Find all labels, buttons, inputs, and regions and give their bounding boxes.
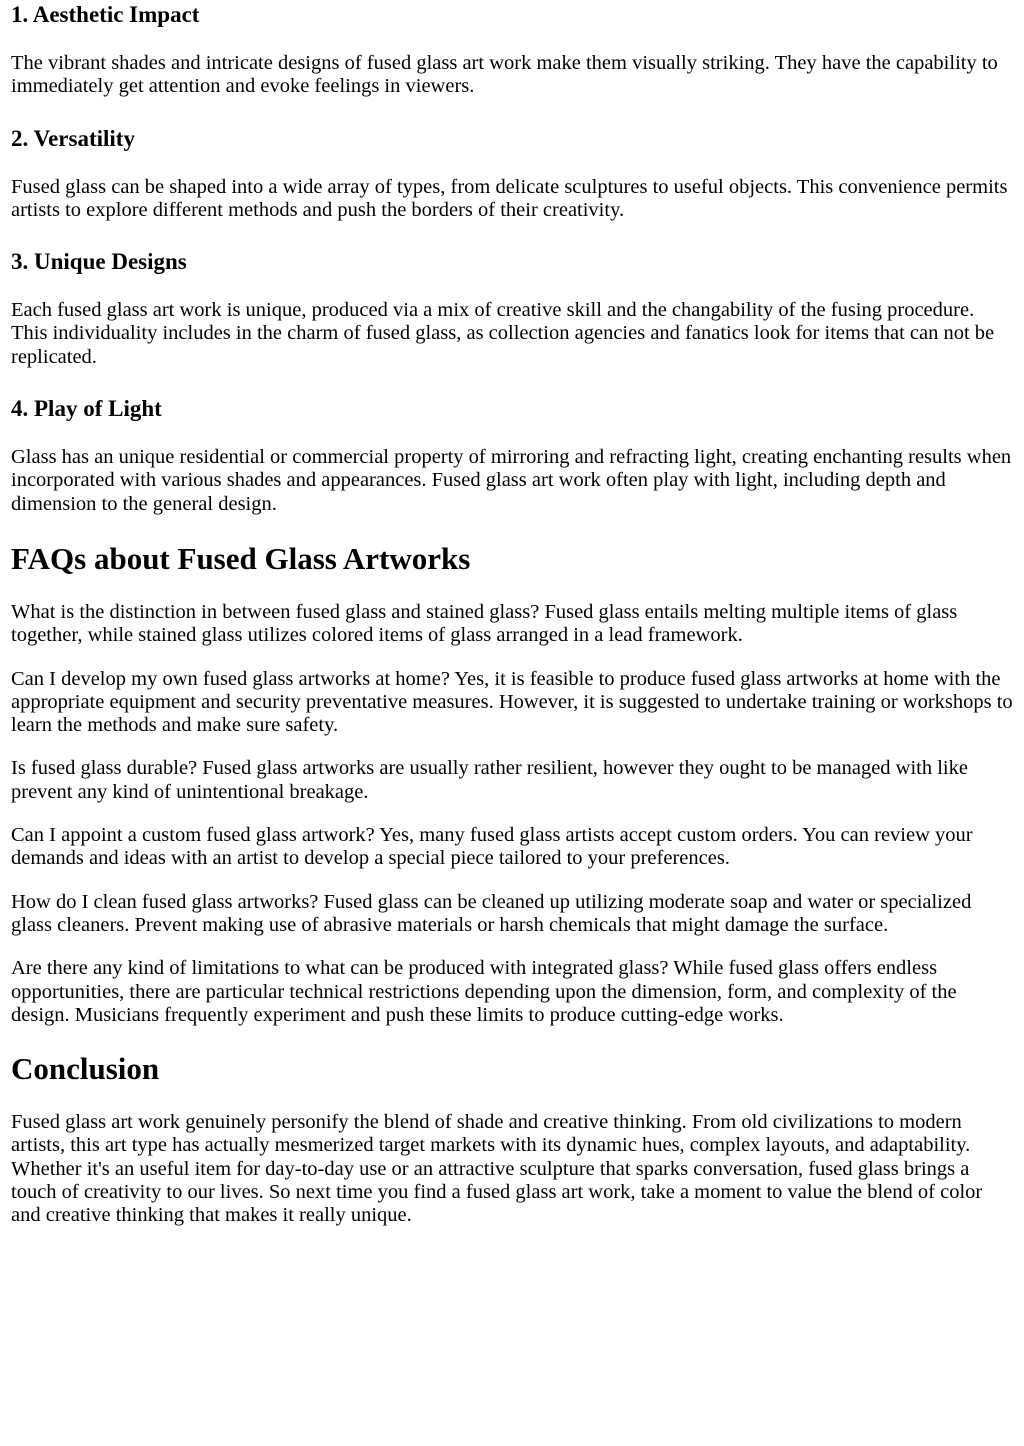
faq-item: Can I appoint a custom fused glass artwork? Yes, many fused glass artists accept custom orders. You can review your demands and ideas with an artist to develop a special piece tailored to your preferences. xyxy=(11,824,973,870)
section-body-aesthetic-impact: The vibrant shades and intricate designs of fused glass art work make them visually striking. They have the capability to immediately get attention and evoke feelings in viewers. xyxy=(11,52,998,98)
section-body-play-of-light: Glass has an unique residential or commercial property of mirroring and refracting light, creating enchanting results when incorporated with various shades and appearances. Fused glass art work often play with light, including depth and dimension to the general design. xyxy=(11,446,1012,515)
faq-item: Are there any kind of limitations to what can be produced with integrated glass? While fused glass offers endless opportunities, there are particular technical restrictions depending upon the dimension, form, and complexity of the design. Musicians frequently experiment and push these limits to produce cutting-edge works. xyxy=(11,957,957,1026)
section-heading-aesthetic-impact: 1. Aesthetic Impact xyxy=(11,2,200,27)
faq-item: Is fused glass durable? Fused glass artworks are usually rather resilient, however they ought to be managed with like prevent any kind of unintentional breakage. xyxy=(11,757,968,803)
conclusion-heading: Conclusion xyxy=(11,1051,160,1087)
section-heading-play-of-light: 4. Play of Light xyxy=(11,396,162,422)
faq-item: How do I clean fused glass artworks? Fused glass can be cleaned up utilizing moderate soap and water or specialized glass cleaners. Prevent making use of abrasive materials or harsh chemicals that might damage the surface. xyxy=(11,890,972,936)
section-heading-versatility: 2. Versatility xyxy=(11,125,135,151)
faq-heading: FAQs about Fused Glass Artworks xyxy=(11,540,471,576)
section-body-unique-designs: Each fused glass art work is unique, produced via a mix of creative skill and the changability of the fusing procedure. This individuality includes in the charm of fused glass, as collection agencies and fanatics look for items that can not be replicated. xyxy=(11,299,995,368)
faq-item: Can I develop my own fused glass artworks at home? Yes, it is feasible to produce fused glass artworks at home with the appropriate equipment and security preventative measures. However, it is suggested to undertake training or workshops to learn the methods and make sure safety. xyxy=(11,667,1013,737)
section-body-versatility: Fused glass can be shaped into a wide array of types, from delicate sculptures to useful objects. This convenience permits artists to explore different methods and push the borders of their creativity. xyxy=(11,175,1008,221)
section-heading-unique-designs: 3. Unique Designs xyxy=(11,249,187,275)
faq-item: What is the distinction in between fused glass and stained glass? Fused glass entails melting multiple items of glass together, while stained glass utilizes colored items of glass arranged in a lead framework. xyxy=(11,600,958,647)
conclusion-body: Fused glass art work genuinely personify the blend of shade and creative thinking. From old civilizations to modern artists, this art type has actually mesmerized target markets with its dynamic hues, complex layouts, and adaptability. Whether it's an useful item for day-to-day use or an attractive sculpture that sparks conversation, fused glass brings a touch of creativity to our lives. So next time you find a fused glass art work, take a moment to value the blend of color and creative thinking that makes it really unique. xyxy=(11,1111,983,1227)
